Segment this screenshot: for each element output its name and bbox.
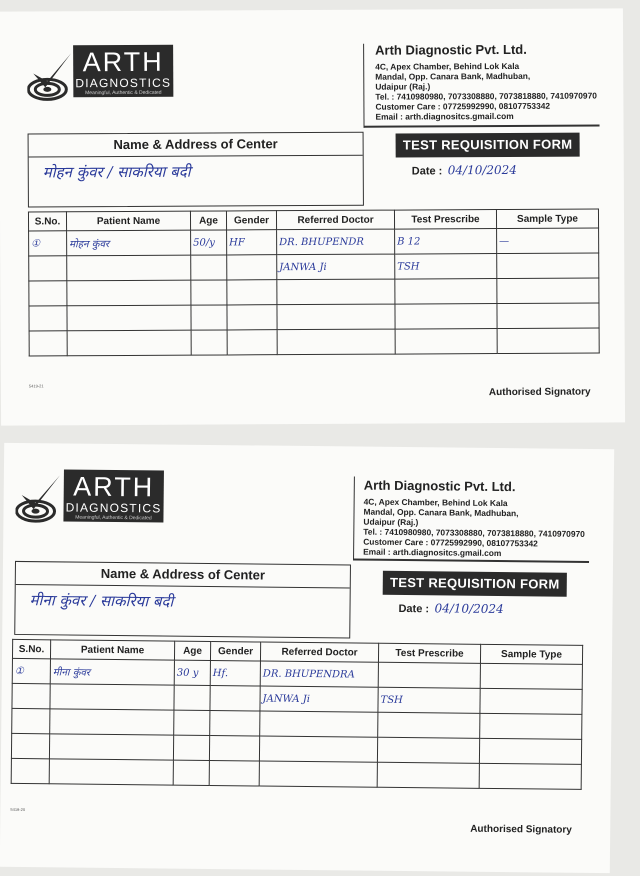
date-label: Date : xyxy=(411,165,443,178)
target-check-logo-icon xyxy=(15,473,64,525)
table-row xyxy=(29,228,599,256)
telephone: Tel. : 7410980980, 7073308880, 7073818880, 7410970970 xyxy=(363,526,585,539)
cell-gender xyxy=(210,710,260,736)
logo-tagline: Meaningful, Authentic & Dedicated xyxy=(75,514,152,522)
cell-sno xyxy=(29,256,67,281)
header-underline xyxy=(364,124,600,127)
cell-test-prescribe xyxy=(377,762,479,788)
cell-test-prescribe xyxy=(378,712,480,738)
col-sno: S.No. xyxy=(28,212,66,231)
cell-gender xyxy=(209,760,259,786)
cell-age xyxy=(191,255,227,280)
authorised-signatory: Authorised Signatory xyxy=(488,386,591,399)
address-line-1: 4C, Apex Chamber, Behind Lok Kala xyxy=(363,496,508,509)
cell-patient-name xyxy=(49,734,173,760)
address-line-3: Udaipur (Raj.) xyxy=(375,81,431,92)
cell-patient-name xyxy=(67,330,191,356)
center-title: Name & Address of Center xyxy=(16,562,350,588)
cell-referred-doctor xyxy=(277,329,395,355)
patient-table xyxy=(28,208,600,356)
cell-gender xyxy=(227,255,277,280)
cell-sample-type xyxy=(497,328,599,354)
cell-test-prescribe: TSH xyxy=(378,687,480,713)
cell-referred-doctor xyxy=(277,304,395,330)
cell-referred-doctor xyxy=(259,736,377,762)
cell-gender: HF xyxy=(227,230,277,255)
cell-sno: ① xyxy=(12,658,50,683)
cell-age xyxy=(173,760,209,785)
cell-sample-type xyxy=(497,278,599,304)
cell-sno xyxy=(29,306,67,331)
table-row xyxy=(29,278,599,306)
cell-gender xyxy=(210,685,260,711)
cell-sample-type xyxy=(480,688,582,714)
logo xyxy=(63,469,164,522)
form-title: TEST REQUISITION FORM xyxy=(383,571,567,597)
cell-gender xyxy=(209,735,259,761)
table-row xyxy=(29,328,599,356)
cell-gender xyxy=(227,280,277,305)
col-sample-type: Sample Type xyxy=(496,209,598,229)
logo-diagnostics: DIAGNOSTICS xyxy=(75,75,172,91)
table-row xyxy=(29,253,599,281)
cell-age xyxy=(191,305,227,330)
cell-sno xyxy=(29,331,67,356)
email: Email : arth.diagnositcs.gmail.com xyxy=(363,546,502,559)
company-name: Arth Diagnostic Pvt. Ltd. xyxy=(363,477,516,495)
logo-arth: ARTH xyxy=(82,46,164,78)
cell-sno xyxy=(29,281,67,306)
header-underline xyxy=(353,558,589,562)
company-name: Arth Diagnostic Pvt. Ltd. xyxy=(375,41,527,58)
cell-test-prescribe xyxy=(395,329,497,355)
address-line-1: 4C, Apex Chamber, Behind Lok Kala xyxy=(375,60,520,72)
cell-patient-name xyxy=(50,684,174,710)
center-name-handwritten: मोहन कुंवर / साकरिया बदी xyxy=(42,162,191,182)
cell-sno: ① xyxy=(29,231,67,256)
cell-sample-type xyxy=(497,253,599,279)
cell-sample-type xyxy=(480,663,582,689)
cell-sample-type xyxy=(479,738,581,764)
cell-gender xyxy=(227,305,277,330)
cell-sno xyxy=(12,683,50,708)
col-age: Age xyxy=(190,211,226,230)
cell-test-prescribe xyxy=(377,737,479,763)
cell-referred-doctor xyxy=(259,761,377,787)
address-line-2: Mandal, Opp. Canara Bank, Madhuban, xyxy=(363,506,519,519)
cell-age: 30 y xyxy=(174,660,210,685)
cell-patient-name xyxy=(67,280,191,306)
cell-age xyxy=(191,330,227,355)
col-referred-doctor: Referred Doctor xyxy=(276,210,394,230)
cell-patient-name xyxy=(67,255,191,281)
header-divider xyxy=(363,44,364,128)
customer-care: Customer Care : 07725992990, 08107753342 xyxy=(375,100,551,112)
date-handwritten: 04/10/2024 xyxy=(447,162,517,178)
patient-table xyxy=(11,639,583,790)
col-test-prescribe: Test Prescribe xyxy=(378,643,480,663)
company-info xyxy=(363,477,585,559)
cell-patient-name xyxy=(49,759,173,785)
cell-sample-type xyxy=(480,713,582,739)
center-title: Name & Address of Center xyxy=(29,133,363,158)
col-gender: Gender xyxy=(210,641,260,661)
cell-age xyxy=(191,280,227,305)
cell-patient-name xyxy=(67,305,191,331)
cell-age xyxy=(174,710,210,735)
col-referred-doctor: Referred Doctor xyxy=(260,642,378,662)
header-divider xyxy=(353,476,355,560)
table-row xyxy=(29,303,599,331)
cell-test-prescribe xyxy=(395,304,497,330)
cell-age xyxy=(174,685,210,710)
cell-sample-type: — xyxy=(497,228,599,254)
date-label: Date : xyxy=(398,602,430,616)
form-code: 5419-20 xyxy=(10,806,26,813)
cell-referred-doctor xyxy=(277,279,395,305)
cell-gender: Hf. xyxy=(210,660,260,686)
target-check-logo-icon xyxy=(27,51,75,103)
cell-patient-name xyxy=(50,709,174,735)
email: Email : arth.diagnositcs.gmail.com xyxy=(375,110,514,122)
logo xyxy=(73,45,173,98)
col-sample-type: Sample Type xyxy=(480,644,582,664)
cell-gender xyxy=(227,330,277,355)
col-patient-name: Patient Name xyxy=(66,211,190,231)
col-patient-name: Patient Name xyxy=(50,640,174,660)
requisition-form-2 xyxy=(0,443,614,873)
customer-care: Customer Care : 07725992990, 08107753342 xyxy=(363,536,538,549)
cell-age: 50/y xyxy=(191,230,227,255)
col-test-prescribe: Test Prescribe xyxy=(394,210,496,230)
table-row xyxy=(11,758,581,789)
address-line-3: Udaipur (Raj.) xyxy=(363,516,419,528)
center-name-handwritten: मीना कुंवर / साकरिया बदी xyxy=(29,591,174,611)
cell-referred-doctor: JANWA Ji xyxy=(277,254,395,280)
logo-diagnostics: DIAGNOSTICS xyxy=(65,500,162,516)
cell-test-prescribe xyxy=(378,662,480,688)
cell-sno xyxy=(11,758,49,783)
date-handwritten: 04/10/2024 xyxy=(434,601,504,617)
company-info xyxy=(375,41,597,122)
cell-sample-type xyxy=(479,763,581,789)
col-sno: S.No. xyxy=(12,639,50,658)
cell-sno xyxy=(11,733,49,758)
cell-test-prescribe xyxy=(395,279,497,305)
col-gender: Gender xyxy=(226,211,276,230)
cell-referred-doctor: DR. BHUPENDRA xyxy=(260,661,378,687)
center-box xyxy=(14,561,351,639)
cell-sno xyxy=(12,708,50,733)
center-box xyxy=(28,132,364,208)
cell-patient-name: मोहन कुंवर xyxy=(67,230,191,256)
telephone: Tel. : 7410980980, 7073308880, 7073818880, 7410970970 xyxy=(375,90,597,102)
cell-test-prescribe: B 12 xyxy=(395,229,497,255)
cell-age xyxy=(173,735,209,760)
cell-patient-name: मीना कुंवर xyxy=(50,659,174,685)
authorised-signatory: Authorised Signatory xyxy=(470,823,572,836)
requisition-form-1 xyxy=(0,8,625,425)
logo-tagline: Meaningful, Authentic & Dedicated xyxy=(85,89,162,97)
cell-sample-type xyxy=(497,303,599,329)
cell-referred-doctor: DR. BHUPENDR xyxy=(277,229,395,255)
cell-referred-doctor xyxy=(260,711,378,737)
cell-referred-doctor: JANWA Ji xyxy=(260,686,378,712)
form-title: TEST REQUISITION FORM xyxy=(396,133,580,158)
logo-arth: ARTH xyxy=(73,471,155,503)
col-age: Age xyxy=(174,641,210,660)
cell-test-prescribe: TSH xyxy=(395,254,497,280)
address-line-2: Mandal, Opp. Canara Bank, Madhuban, xyxy=(375,70,531,82)
form-code: 5419-21 xyxy=(28,383,44,389)
